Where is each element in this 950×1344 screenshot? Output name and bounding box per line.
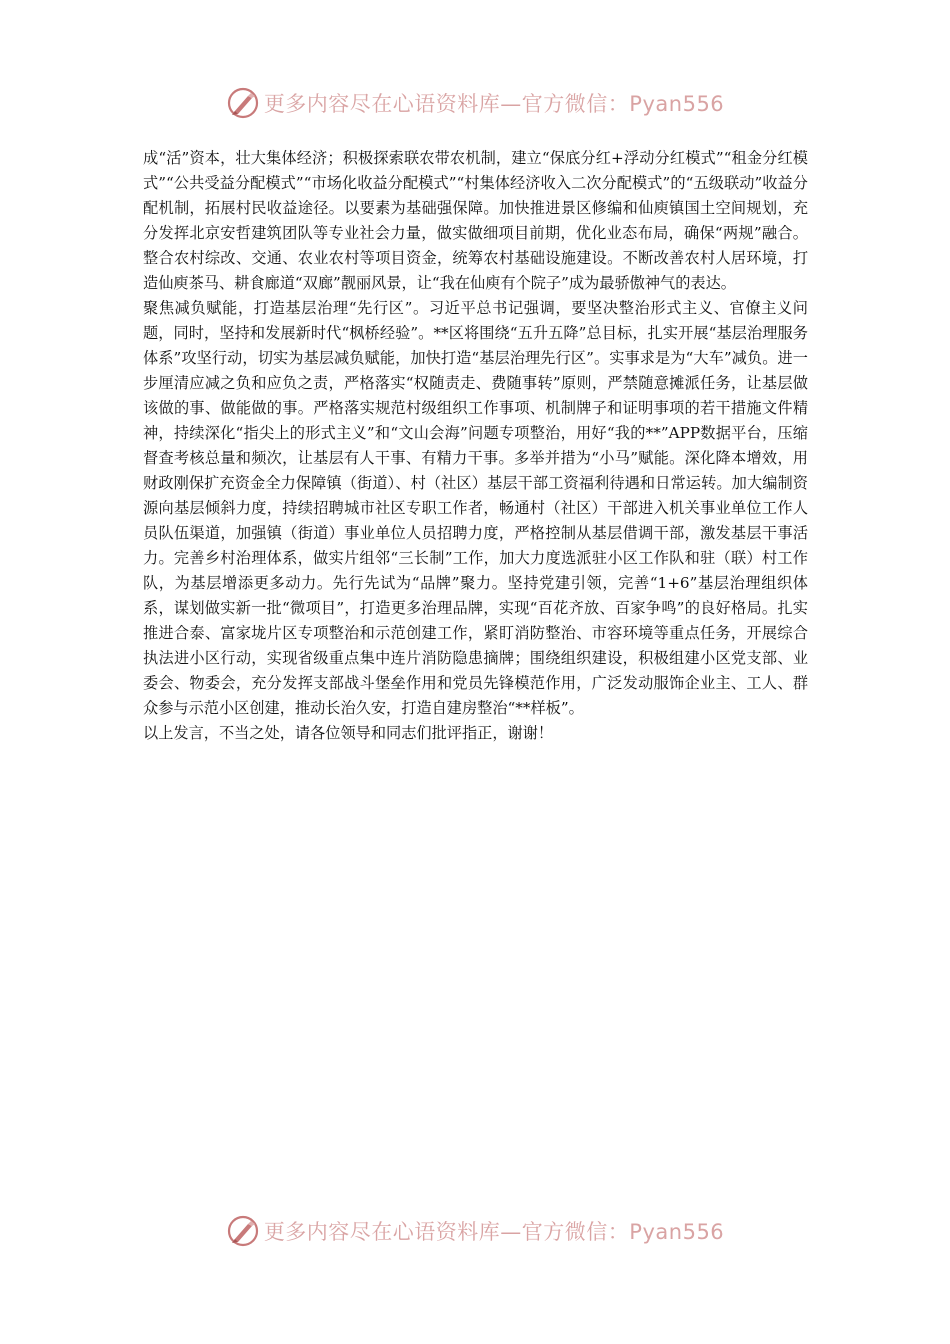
pen-circle-logo-icon xyxy=(226,1214,260,1248)
paragraph: 聚焦减负赋能，打造基层治理“先行区”。习近平总书记强调，要坚决整治形式主义、官僚主义问题，同时，坚持和发展新时代“枫桥经验”。**区将围绕“五升五降”总目标，扎实开展“基层治理服务体系”攻坚行动，切实为基层减负赋能，加快打造“基层治理先行区”。实事求是为“大车”减负。进一步厘清应减之负和应负之责，严格落实“权随责走、费随事转”原则，严禁随意摊派任务，让基层做该做的事、做能做的事。严格落实规范村级组织工作事项、机制牌子和证明事项的若干措施文件精神，持续深化“指尖上的形式主义”和“文山会海”问题专项整治，用好“我的**”APP数据平台，压缩督查考核总量和频次，让基层有人干事、有精力干事。多举并措为“小马”赋能。深化降本增效，用财政刚保扩充资金全力保障镇（街道）、村（社区）基层干部工资福利待遇和日常运转。加大编制资源向基层倾斜力度，持续招聘城市社区专职工作者，畅通村（社区）干部进入机关事业单位工作人员队伍渠道，加强镇（街道）事业单位人员招聘力度，严格控制从基层借调干部，激发基层干事活力。完善乡村治理体系，做实片组邻“三长制”工作，加大力度选派驻小区工作队和驻（联）村工作队，为基层增添更多动力。先行先试为“品牌”聚力。坚持党建引领，完善“1+6”基层治理组织体系，谋划做实新一批“微项目”，打造更多治理品牌，实现“百花齐放、百家争鸣”的良好格局。扎实推进合泰、富家垅片区专项整治和示范创建工作，紧盯消防整治、市容环境等重点任务，开展综合执法进小区行动，实现省级重点集中连片消防隐患摘牌；围绕组织建设，积极组建小区党支部、业委会、物委会，充分发挥支部战斗堡垒作用和党员先锋模范作用，广泛发动服饰企业主、工人、群众参与示范小区创建，推动长治久安，打造自建房整治“**样板”。 xyxy=(143,299,808,717)
document-body xyxy=(143,146,808,746)
watermark-text: 更多内容尽在心语资料库—官方微信：Pyan556 xyxy=(263,1220,725,1244)
pen-circle-logo-icon xyxy=(226,86,260,120)
paragraph: 成“活”资本，壮大集体经济；积极探索联农带农机制，建立“保底分红+浮动分红模式”“租金分红模式”“公共受益分配模式”“市场化收益分配模式”“村集体经济收入二次分配模式”的“五级联动”收益分配机制，拓展村民收益途径。以要素为基础强保障。加快推进景区修编和仙庾镇国土空间规划，充分发挥北京安哲建筑团队等专业社会力量，做实做细项目前期，优化业态布局，确保“两规”融合。整合农村综改、交通、农业农村等项目资金，统筹农村基础设施建设。不断改善农村人居环境，打造仙庾茶马、耕食廊道“双廊”靓丽风景，让“我在仙庾有个院子”成为最骄傲神气的表达。 xyxy=(143,149,808,292)
watermark-text: 更多内容尽在心语资料库—官方微信：Pyan556 xyxy=(263,92,725,116)
paragraph: 以上发言，不当之处，请各位领导和同志们批评指正，谢谢！ xyxy=(143,724,554,742)
header-watermark xyxy=(0,83,950,123)
footer-watermark xyxy=(0,1211,950,1251)
